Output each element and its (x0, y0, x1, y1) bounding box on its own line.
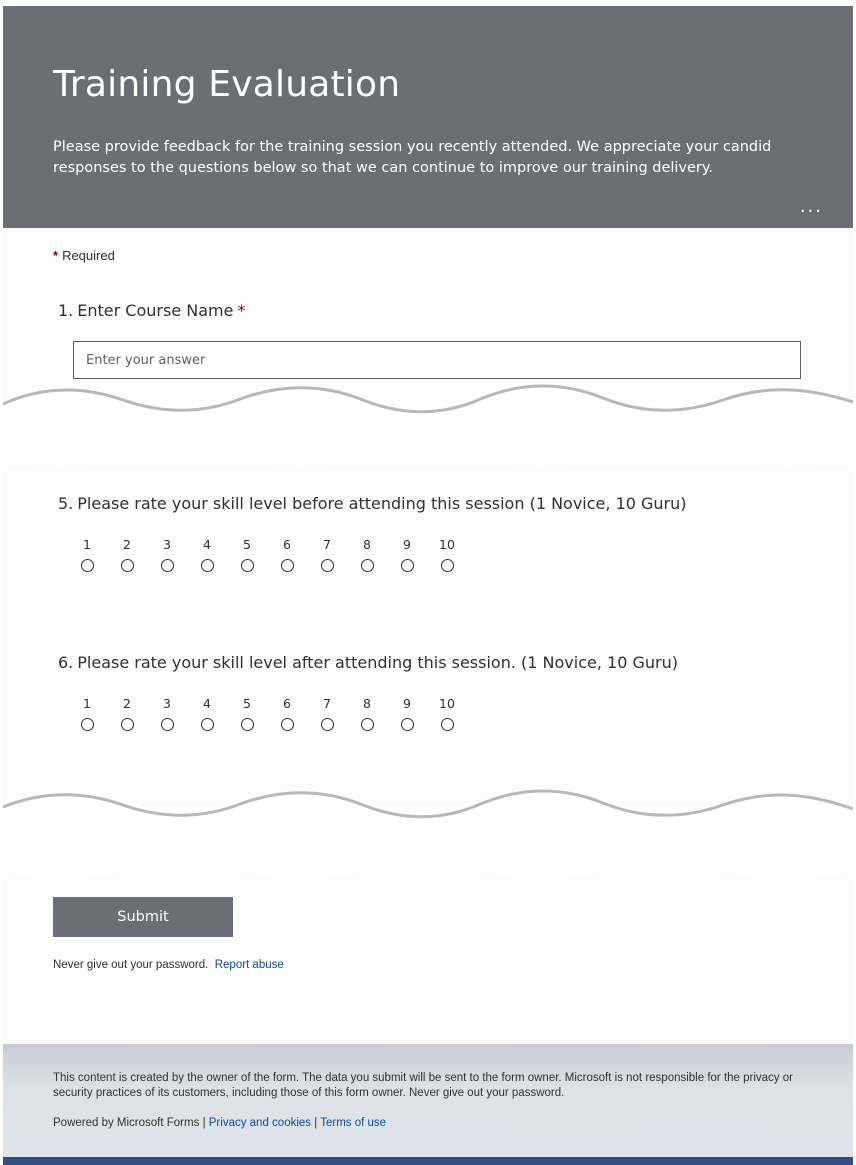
rating-label: 4 (203, 537, 211, 552)
form-header (3, 6, 853, 228)
radio-button[interactable] (81, 718, 94, 731)
radio-button[interactable] (281, 718, 294, 731)
footer-links (53, 1117, 386, 1129)
torn-edge-bottom (3, 861, 853, 891)
rating-option[interactable] (71, 696, 103, 731)
radio-button[interactable] (161, 559, 174, 572)
more-options-icon[interactable]: ... (799, 196, 823, 217)
rating-option[interactable] (391, 696, 423, 731)
rating-label: 1 (83, 537, 91, 552)
footer-separator: | (202, 1117, 206, 1129)
radio-button[interactable] (401, 718, 414, 731)
page-bottom-bar (3, 1157, 853, 1165)
rating-option[interactable] (111, 537, 143, 572)
rating-option[interactable] (311, 537, 343, 572)
rating-label: 1 (83, 696, 91, 711)
rating-option[interactable] (71, 537, 103, 572)
question-text: Please rate your skill level after attending this session. (1 Novice, 10 Guru) (77, 653, 678, 672)
question-number: 6. (58, 653, 74, 672)
question-1-title (58, 301, 245, 320)
footer-separator: | (314, 1117, 318, 1129)
radio-button[interactable] (201, 559, 214, 572)
rating-option[interactable] (431, 696, 463, 731)
rating-label: 7 (323, 696, 331, 711)
rating-label: 3 (163, 696, 171, 711)
torn-edge-top (3, 781, 853, 831)
submit-button[interactable]: Submit (53, 897, 233, 937)
required-star: * (53, 248, 59, 263)
radio-button[interactable] (361, 559, 374, 572)
required-note (53, 248, 115, 263)
privacy-link[interactable]: Privacy and cookies (208, 1117, 312, 1129)
required-star: * (237, 301, 246, 320)
rating-option[interactable] (351, 696, 383, 731)
radio-button[interactable] (321, 718, 334, 731)
rating-option[interactable] (111, 696, 143, 731)
rating-option[interactable] (191, 537, 223, 572)
rating-option[interactable] (151, 696, 183, 731)
rating-label: 5 (243, 696, 251, 711)
rating-label: 6 (283, 537, 291, 552)
question-number: 1. (58, 301, 74, 320)
question-number: 5. (58, 494, 74, 513)
radio-button[interactable] (81, 559, 94, 572)
form-description: Please provide feedback for the training session you recently attended. We appreciate your candid responses to the questions below so that we can continue to improve our training delivery. (53, 139, 772, 176)
radio-button[interactable] (161, 718, 174, 731)
torn-edge-bottom (3, 446, 853, 476)
radio-button[interactable] (121, 559, 134, 572)
question-text: Enter Course Name (77, 301, 234, 320)
rating-option[interactable] (231, 537, 263, 572)
question-6-title (58, 653, 678, 672)
terms-link[interactable]: Terms of use (320, 1117, 387, 1129)
rating-option[interactable] (151, 537, 183, 572)
rating-option[interactable] (231, 696, 263, 731)
radio-button[interactable] (121, 718, 134, 731)
radio-button[interactable] (441, 559, 454, 572)
radio-button[interactable] (241, 718, 254, 731)
rating-option[interactable] (271, 537, 303, 572)
course-name-input[interactable]: Enter your answer (73, 341, 801, 379)
rating-label: 5 (243, 537, 251, 552)
form-title: Training Evaluation (53, 64, 401, 105)
footer-disclaimer: This content is created by the owner of the form. The data you submit will be sent to the form owner. Microsoft is not responsible for the privacy or security practices of its customers, including those of this form owner. Never give out your password. (53, 1072, 793, 1099)
report-abuse-link[interactable]: Report abuse (214, 959, 284, 971)
question-5-title (58, 494, 687, 513)
required-label: Required (62, 248, 115, 263)
torn-edge-top (3, 376, 853, 426)
rating-label: 7 (323, 537, 331, 552)
rating-option[interactable] (271, 696, 303, 731)
password-warning: Never give out your password. (53, 959, 209, 971)
rating-option[interactable] (431, 537, 463, 572)
rating-label: 8 (363, 696, 371, 711)
radio-button[interactable] (281, 559, 294, 572)
form-page (3, 6, 853, 1157)
rating-label: 4 (203, 696, 211, 711)
radio-button[interactable] (441, 718, 454, 731)
rating-label: 10 (439, 537, 455, 552)
rating-label: 3 (163, 537, 171, 552)
rating-label: 10 (439, 696, 455, 711)
powered-by-text: Powered by Microsoft Forms (53, 1117, 200, 1129)
radio-button[interactable] (361, 718, 374, 731)
rating-label: 8 (363, 537, 371, 552)
rating-option[interactable] (311, 696, 343, 731)
radio-button[interactable] (201, 718, 214, 731)
rating-label: 6 (283, 696, 291, 711)
radio-button[interactable] (401, 559, 414, 572)
rating-option[interactable] (191, 696, 223, 731)
question-text: Please rate your skill level before attending this session (1 Novice, 10 Guru) (77, 494, 687, 513)
password-note (53, 959, 284, 971)
radio-button[interactable] (321, 559, 334, 572)
rating-option[interactable] (351, 537, 383, 572)
radio-button[interactable] (241, 559, 254, 572)
rating-label: 2 (123, 537, 131, 552)
rating-label: 2 (123, 696, 131, 711)
form-footer (3, 1044, 853, 1157)
rating-label: 9 (403, 537, 411, 552)
rating-label: 9 (403, 696, 411, 711)
rating-option[interactable] (391, 537, 423, 572)
